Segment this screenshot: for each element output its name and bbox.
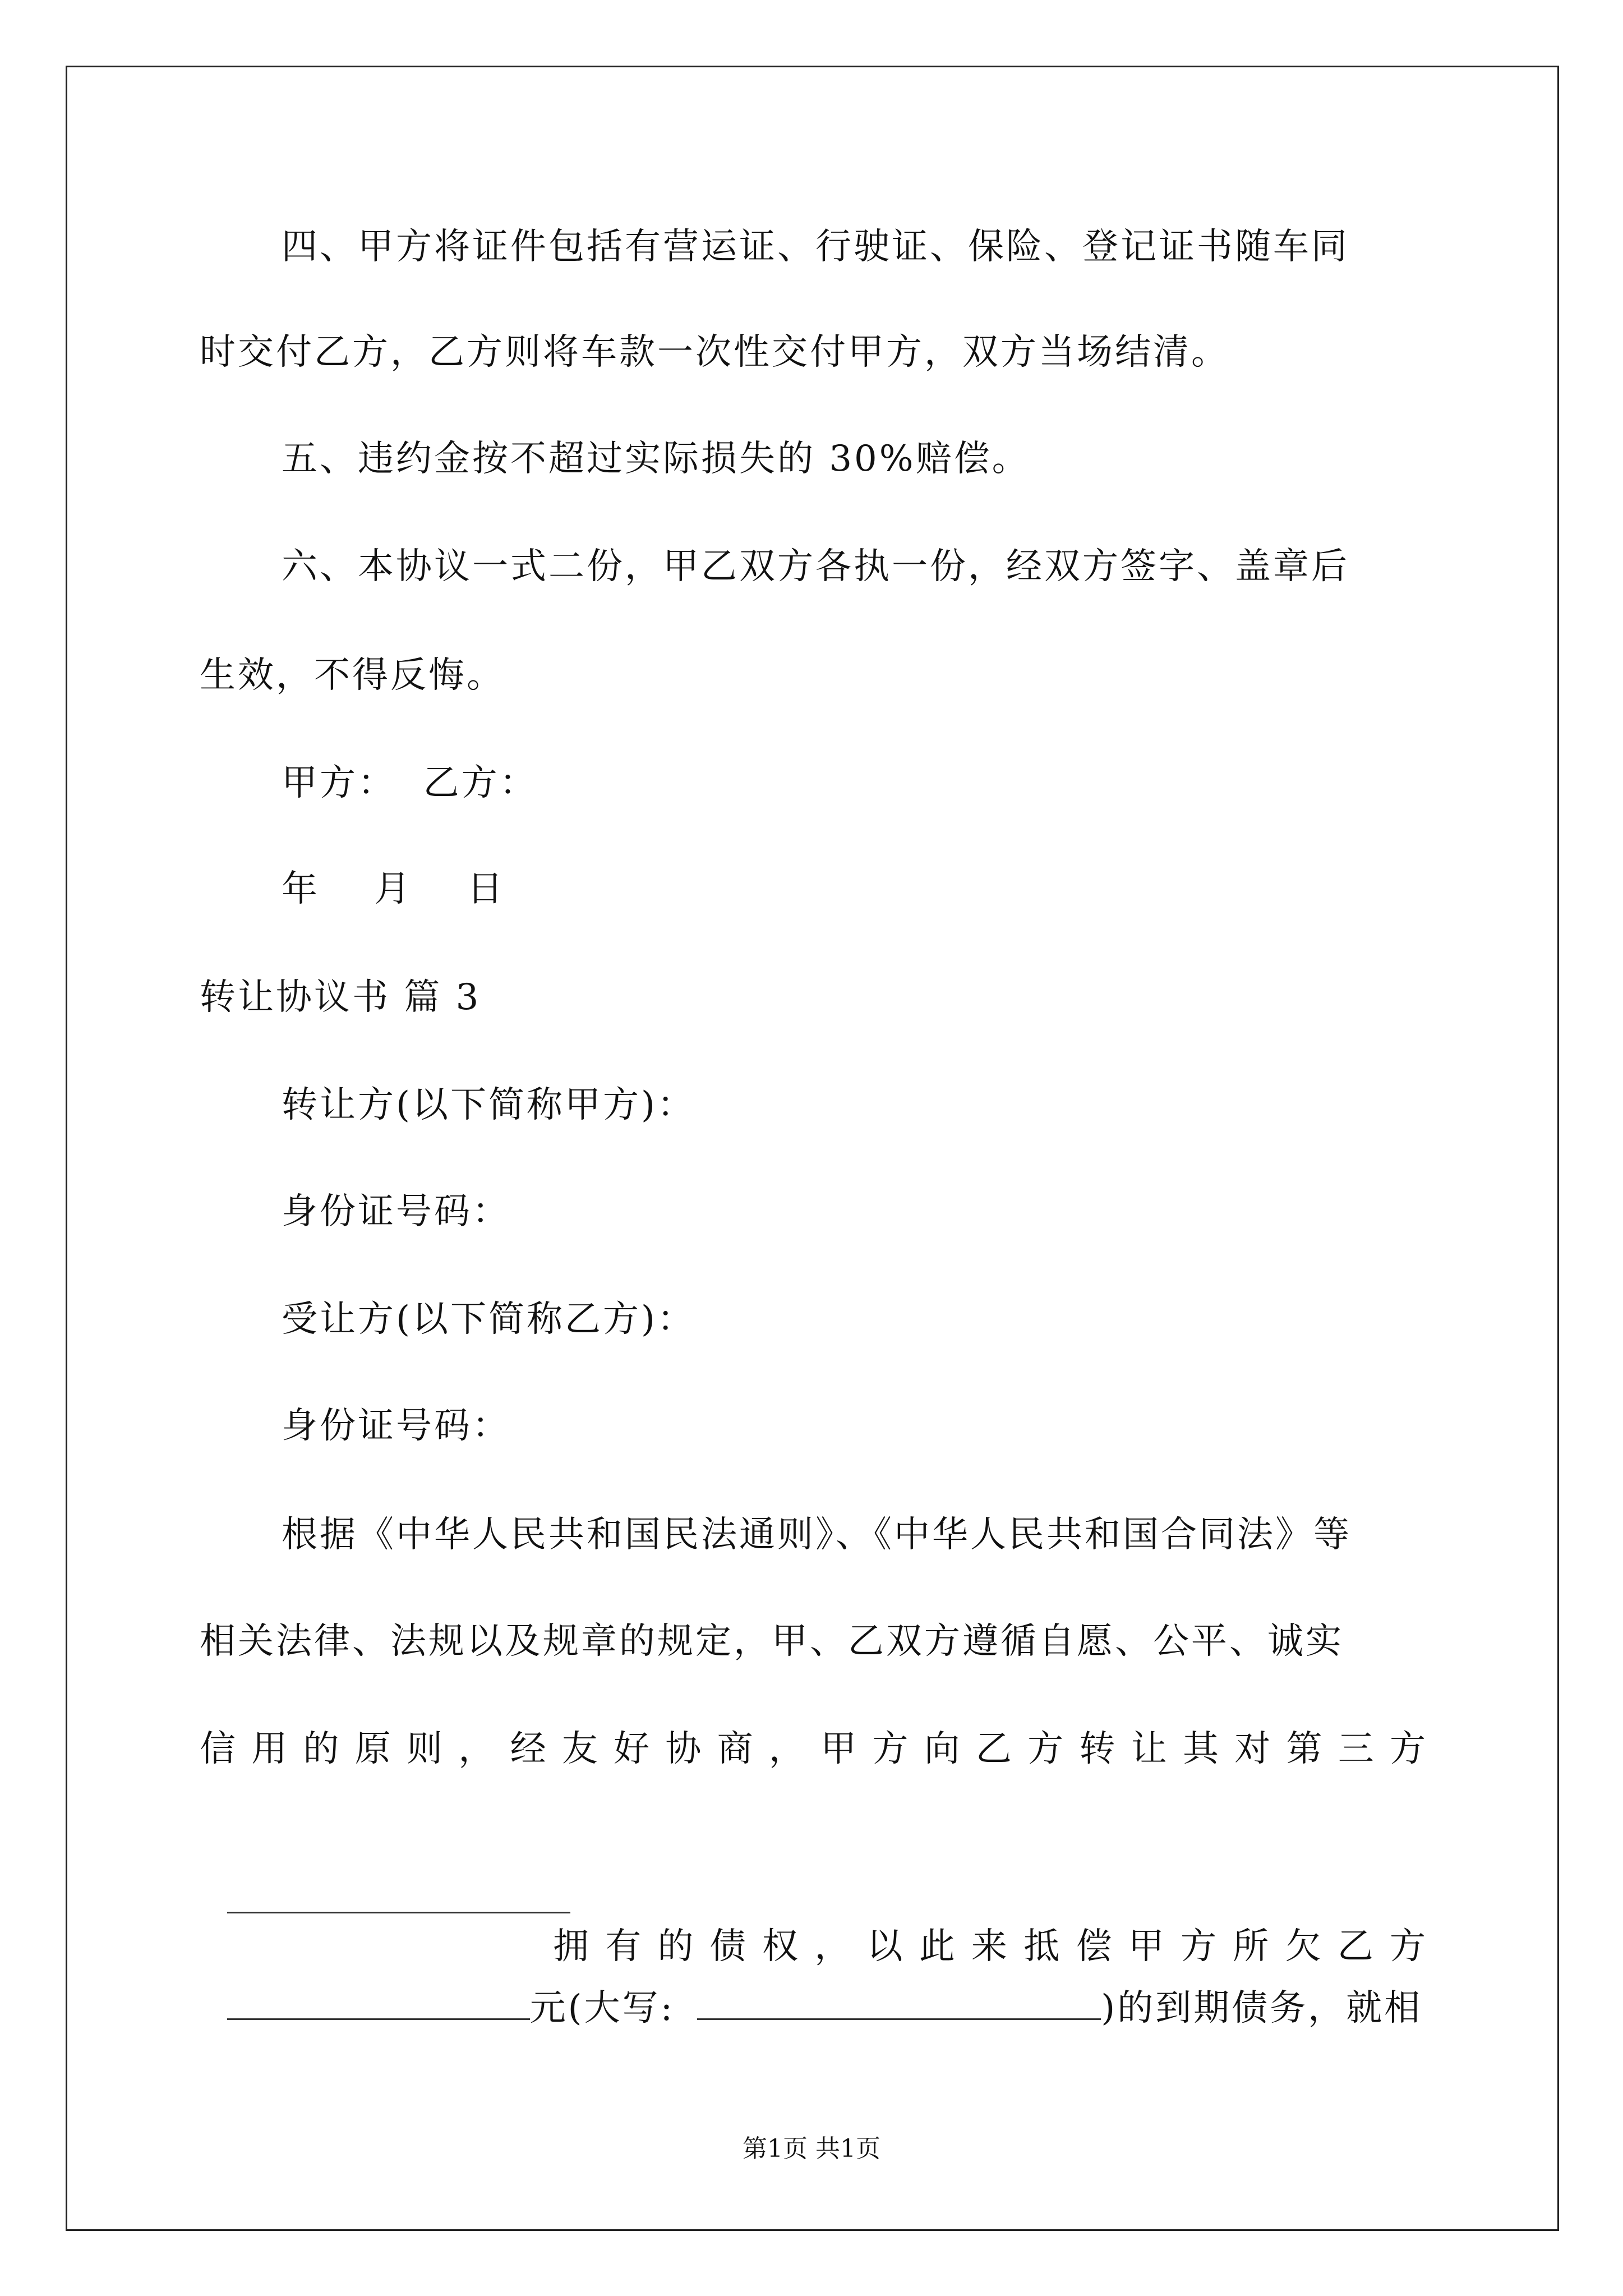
paragraph-line-1: 四、甲方将证件包括有营运证、行驶证、保险、登记证书随车同 xyxy=(282,226,1349,268)
paragraph-line-15: 信用的原则，经友好协商，甲方向乙方转让其对第三方 xyxy=(200,1728,1428,1770)
paragraph-line-14: 相关法律、法规以及规章的规定，甲、乙双方遵循自愿、公平、诚实 xyxy=(200,1621,1344,1662)
page-footer: 第1页 共1页 xyxy=(743,2134,880,2163)
amount-unit: 元(大写: xyxy=(529,1987,675,2029)
line17-tail: )的到期债务，就相 xyxy=(1101,1987,1423,2029)
transferee-line: 受让方(以下简称乙方)： xyxy=(282,1299,695,1340)
paragraph-line-5: 生效，不得反悔。 xyxy=(200,655,505,696)
paragraph-line-2: 时交付乙方，乙方则将车款一次性交付甲方，双方当场结清。 xyxy=(200,332,1229,373)
transferor-line: 转让方(以下简称甲方)： xyxy=(282,1084,695,1126)
date-line: 年 月 日 xyxy=(282,868,505,910)
paragraph-line-13: 根据《中华人民共和国民法通则》、《中华人民共和国合同法》等 xyxy=(282,1514,1352,1556)
blank-amount xyxy=(227,1987,530,2020)
paragraph-line-4: 六、本协议一式二份，甲乙双方各执一份，经双方签字、盖章后 xyxy=(282,546,1349,587)
signature-parties: 甲方： 乙方： xyxy=(282,762,538,804)
transferee-id-line: 身份证号码： xyxy=(282,1405,510,1447)
line16-text: 拥有的债权，以此来抵偿甲方所欠乙方 xyxy=(553,1926,1428,1967)
paragraph-line-17 xyxy=(200,1941,1428,2031)
blank-amount-words xyxy=(697,1987,1101,2020)
section-heading: 转让协议书 篇 3 xyxy=(200,977,481,1018)
paragraph-line-3: 五、违约金按不超过实际损失的 30%赔偿。 xyxy=(282,438,1030,480)
blank-third-party xyxy=(227,1880,570,1913)
transferor-id-line: 身份证号码： xyxy=(282,1191,510,1232)
